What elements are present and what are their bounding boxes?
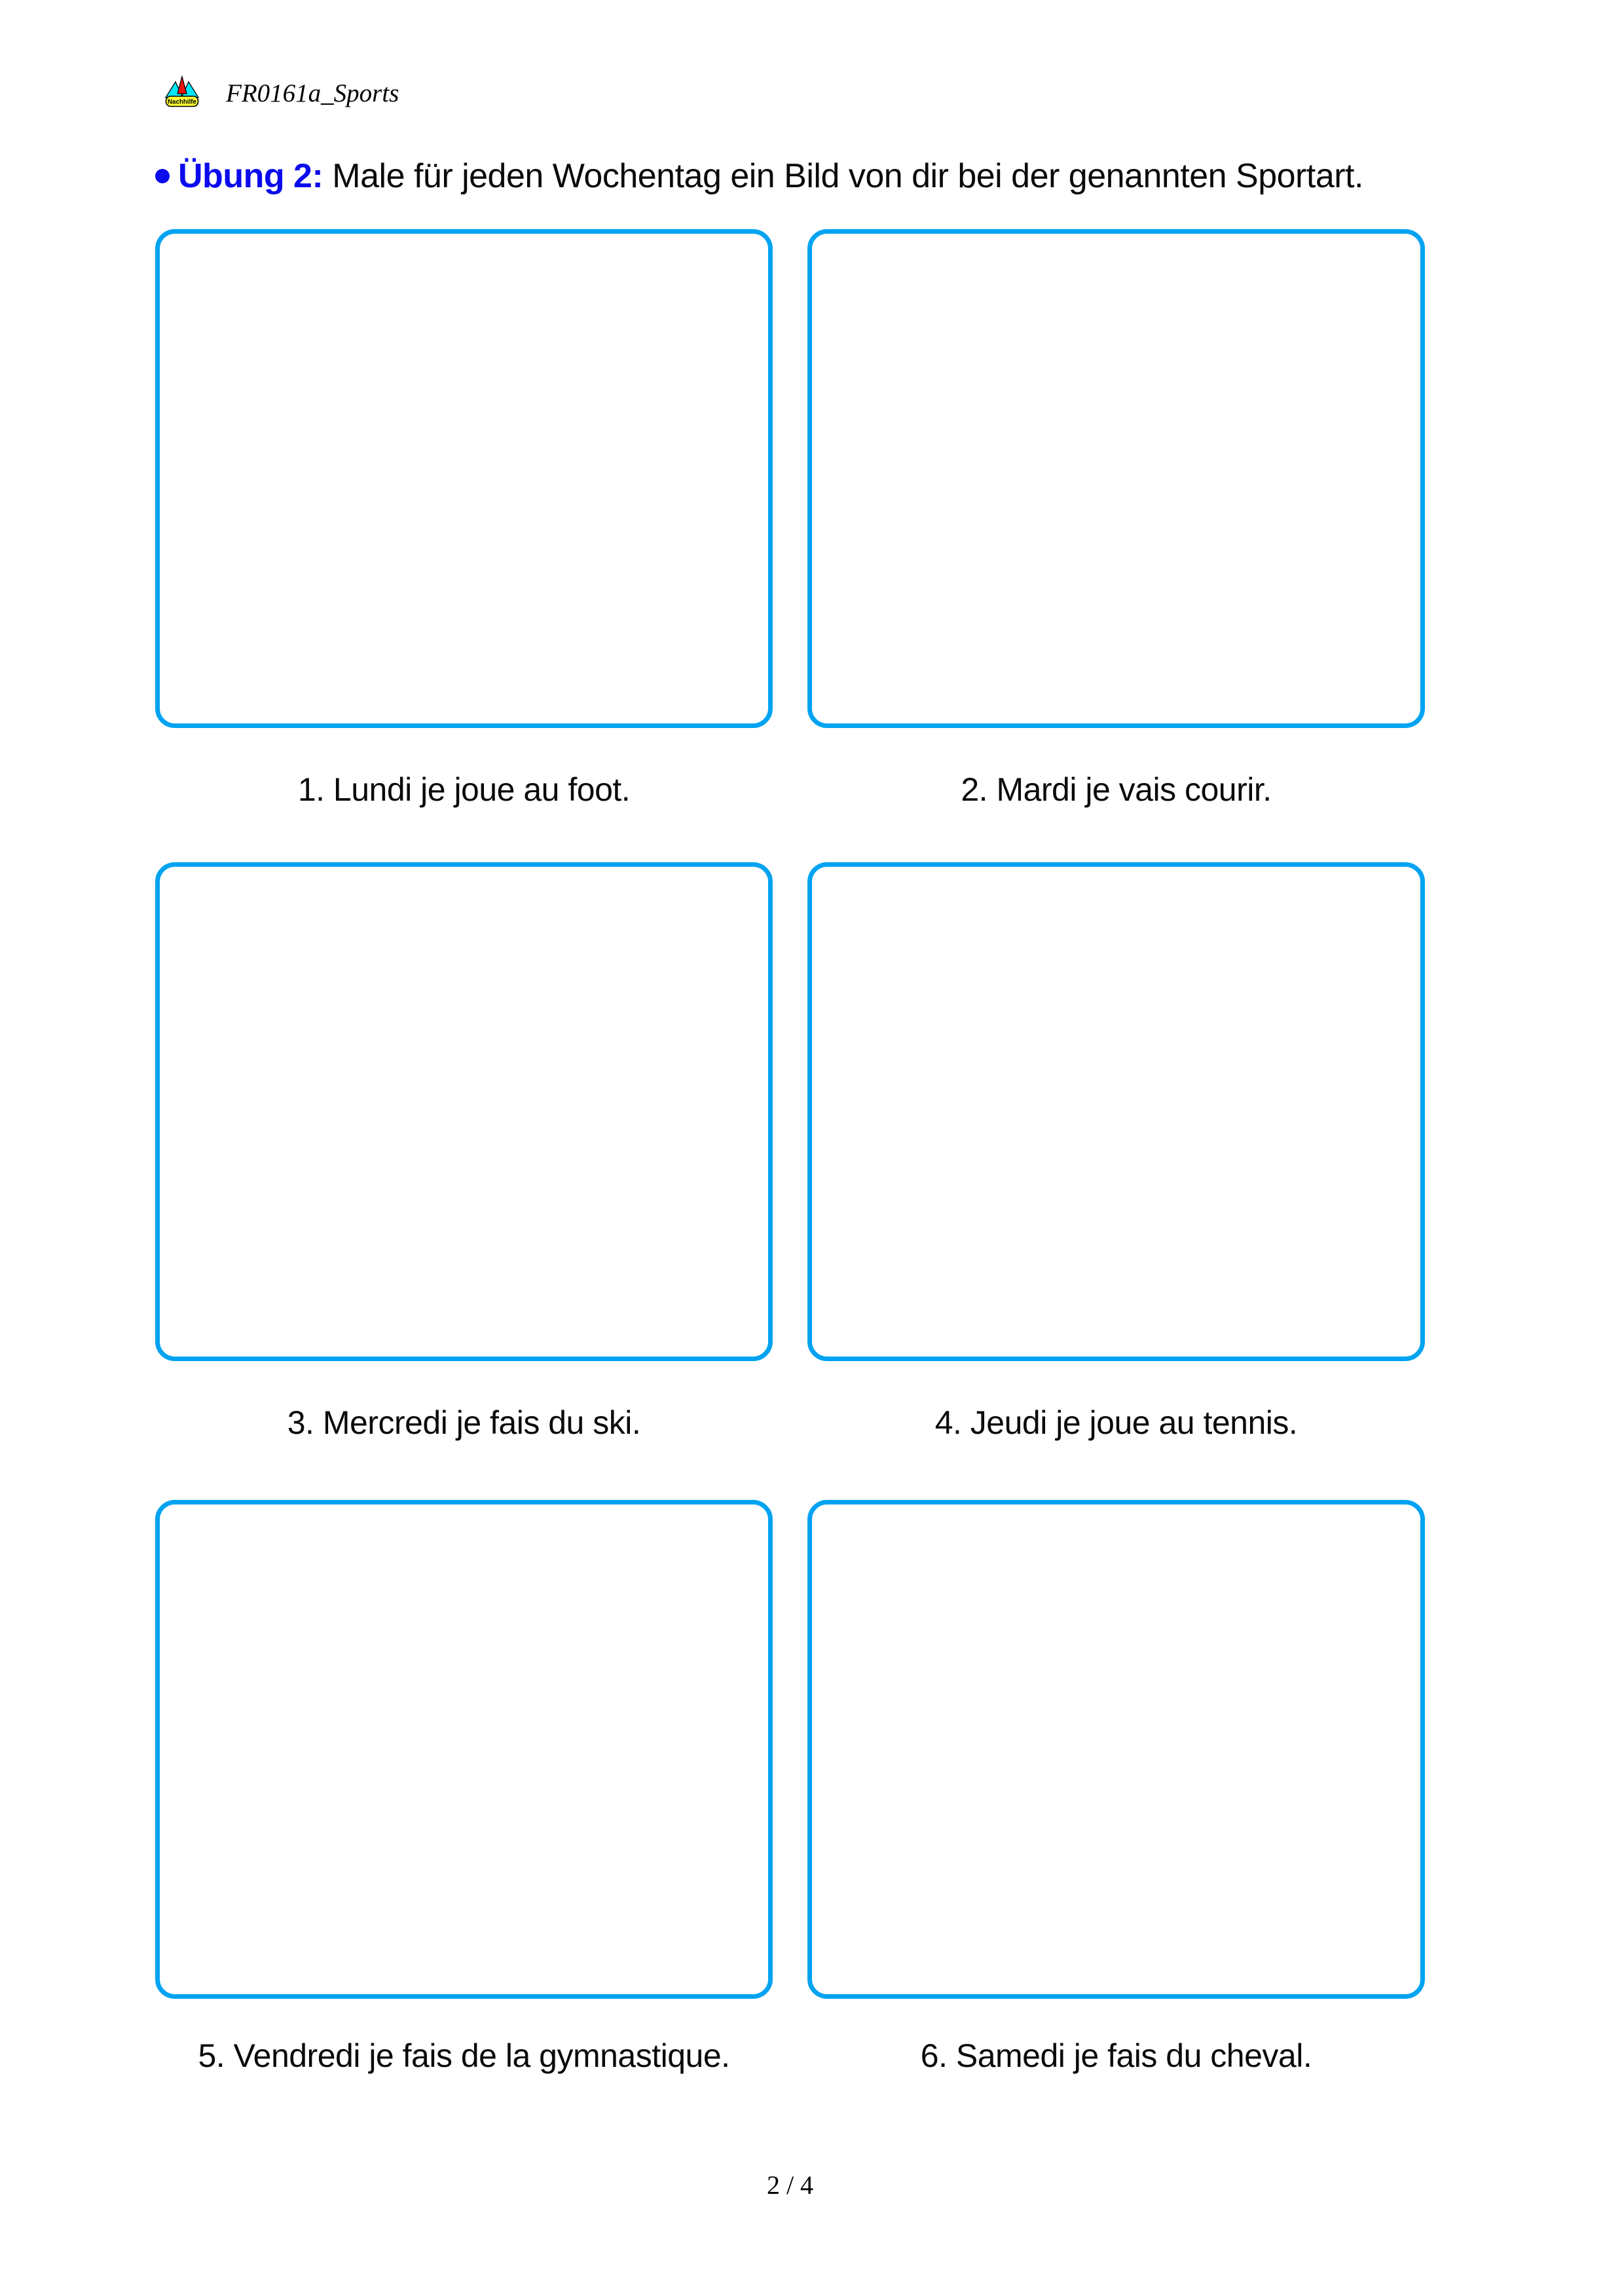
drawing-box-3[interactable]	[155, 862, 773, 1361]
exercise-instruction	[155, 156, 1363, 196]
caption-6: 6. Samedi je fais du cheval.	[920, 2037, 1312, 2074]
bullet-icon	[155, 169, 170, 183]
instruction-text: Male für jeden Wochentag ein Bild von dir bei der genannten Sportart.	[332, 157, 1363, 195]
logo-red-peak-icon	[177, 77, 187, 94]
document-id: FR0161a_Sports	[226, 79, 399, 107]
exercise-label: Übung 2:	[178, 157, 323, 195]
caption-5: 5. Vendredi je fais de la gymnastique.	[198, 2037, 730, 2074]
drawing-box-5[interactable]	[155, 1500, 773, 1999]
caption-1: 1. Lundi je joue au foot.	[297, 771, 631, 808]
nachhilfe-logo-icon	[164, 73, 200, 108]
drawing-box-2[interactable]	[807, 229, 1425, 728]
logo-label: Nachhilfe	[168, 98, 197, 106]
page-number: 2 / 4	[766, 2170, 814, 2200]
drawing-box-1[interactable]	[155, 229, 773, 728]
drawing-box-4[interactable]	[807, 862, 1425, 1361]
caption-3: 3. Mercredi je fais du ski.	[287, 1404, 641, 1441]
drawing-box-6[interactable]	[807, 1500, 1425, 1999]
caption-4: 4. Jeudi je joue au tennis.	[934, 1404, 1298, 1441]
caption-2: 2. Mardi je vais courir.	[961, 771, 1272, 808]
